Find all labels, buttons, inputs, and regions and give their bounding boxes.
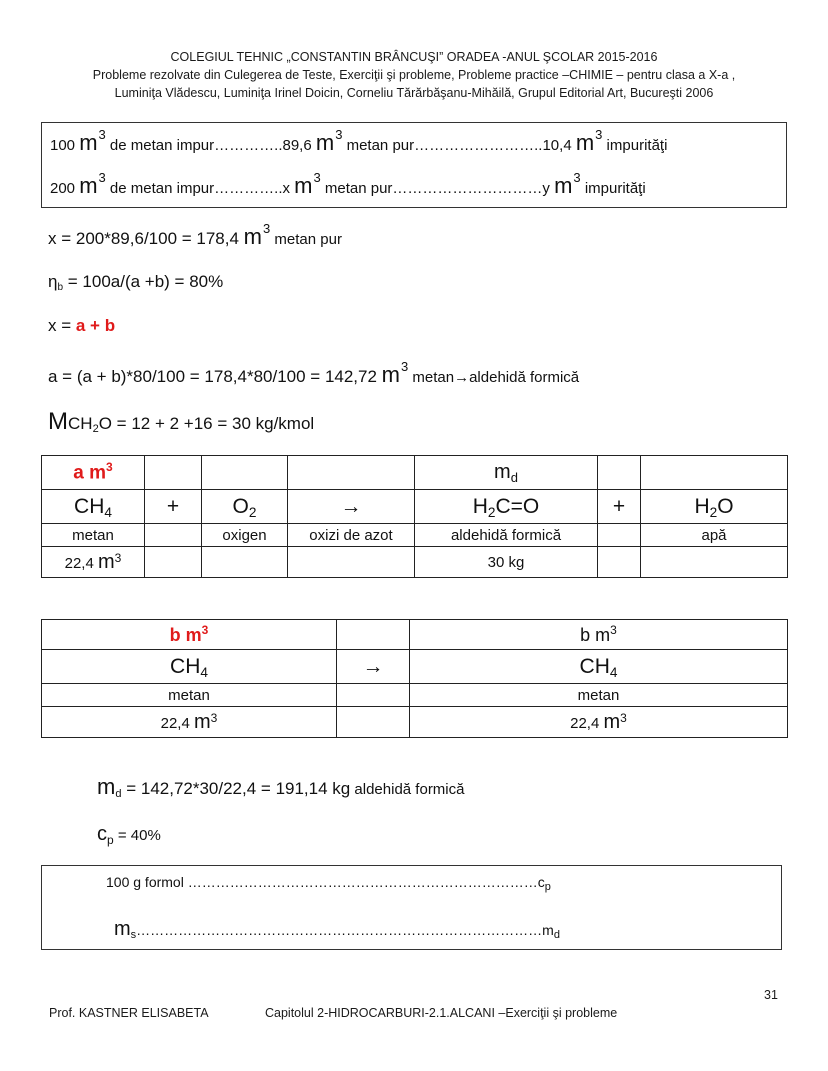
header-source: Probleme rezolvate din Culegerea de Teste, Exerciţii şi probleme, Probleme practice –CHIMIE – pentru clasa a X-a , <box>92 68 736 82</box>
cell-molar-volume: 22,4 $m^3$ <box>42 707 337 738</box>
cell-b-volume: b $m^3$ <box>42 620 337 650</box>
cell-name-metan: metan <box>42 524 145 547</box>
cell-name-metan-product: metan <box>410 684 788 707</box>
cell-name-aldehida: aldehidă formică <box>415 524 598 547</box>
cell-ch4-product: CH4 <box>410 650 788 684</box>
reaction-table-oxidation <box>41 455 788 578</box>
cell-molar-volume-product: 22,4 $m^3$ <box>410 707 788 738</box>
cell-name-oxizi: oxizi de azot <box>288 524 415 547</box>
cell-name-metan: metan <box>42 684 337 707</box>
formol-row-2: $m_s\dots\dots\dots\dots\dots\dots\dots\dots\dots\dots\dots\dots\dots\dots\dots\dots\dots\dots\dots\dots\dots\dots\dots\dots\dots\dots\dots\dots\dots m_d$ <box>114 918 560 942</box>
table-row <box>42 650 788 684</box>
cell-name-apa: apă <box>641 524 788 547</box>
table-row <box>42 547 788 578</box>
footer-author: Prof. KASTNER ELISABETA <box>49 1006 209 1020</box>
result-cp: $c_p = 40\%$ <box>97 823 161 847</box>
cell-arrow: → <box>337 650 410 684</box>
table-row <box>42 684 788 707</box>
equation-yield: ηb = 100a/(a +b) = 80% <box>48 272 224 293</box>
cell-h2o: H2O <box>641 490 788 524</box>
cell-molar-volume: 22,4 $m^3$ <box>42 547 145 578</box>
cell-h2co: H2C=O <box>415 490 598 524</box>
cell-plus-2: + <box>598 490 641 524</box>
proportion-box <box>41 122 787 208</box>
cell-arrow: → <box>288 490 415 524</box>
header-authors: Luminiţa Vlădescu, Luminiţa Irinel Doicin, Corneliu Tărărbăşanu-Mihăilă, Grupul Editorial Art, Bucureşti 2006 <box>114 86 714 100</box>
table-row <box>42 707 788 738</box>
cell-plus: + <box>145 490 202 524</box>
cell-o2: O2 <box>202 490 288 524</box>
formol-proportion-box <box>41 865 782 950</box>
page-number: 31 <box>764 988 778 1002</box>
table-row <box>42 456 788 490</box>
equation-a-calc: a = (a + b)*80/100 = 178,4*80/100 = 142,72 $m^3$ metan→aldehidă formică <box>48 359 580 387</box>
cell-b-volume-product: b $m^3$ <box>410 620 788 650</box>
equation-x-calc: x = 200*89,6/100 = 178,4 $m^3$ metan pur <box>48 221 342 249</box>
cell-molar-mass: 30 kg <box>415 547 598 578</box>
header-school: COLEGIUL TEHNIC „CONSTANTIN BRÂNCUŞI” ORADEA -ANUL ŞCOLAR 2015-2016 <box>170 50 658 64</box>
reaction-table-unreacted <box>41 619 788 738</box>
table-row <box>42 620 788 650</box>
equation-molar-mass: MCH2O = 12 + 2 +16 = 30 kg/kmol <box>48 408 315 436</box>
cell-ch4: CH4 <box>42 650 337 684</box>
formol-row-1: 100 g formol $\dots\dots\dots\dots\dots\dots\dots\dots\dots\dots\dots\dots\dots\dots\dots\dots\dots\dots\dots\dots\dots\dots\dots\dots\dots c_p$ <box>106 874 551 894</box>
cell-ch4: CH4 <box>42 490 145 524</box>
equation-x-sum: x = a + b <box>48 316 116 335</box>
table-row <box>42 524 788 547</box>
proportion-row-2: 200 $m^3$ de metan impur…………..x $m^3$ metan pur…………………………y $m^3$ impurităţi <box>50 170 646 198</box>
table-row <box>42 490 788 524</box>
cell-md: md <box>415 456 598 490</box>
proportion-row-1: 100 $m^3$ de metan impur…………..89,6 $m^3$ metan pur……………………..10,4 $m^3$ impurităţi <box>50 127 668 155</box>
cell-name-oxigen: oxigen <box>202 524 288 547</box>
footer-chapter: Capitolul 2-HIDROCARBURI-2.1.ALCANI –Exerciţii şi probleme <box>265 1006 618 1020</box>
cell-a-volume: a $m^3$ <box>42 456 145 490</box>
result-md: md = 142,72*30/22,4 = 191,14 kg aldehidă formică <box>97 774 465 801</box>
